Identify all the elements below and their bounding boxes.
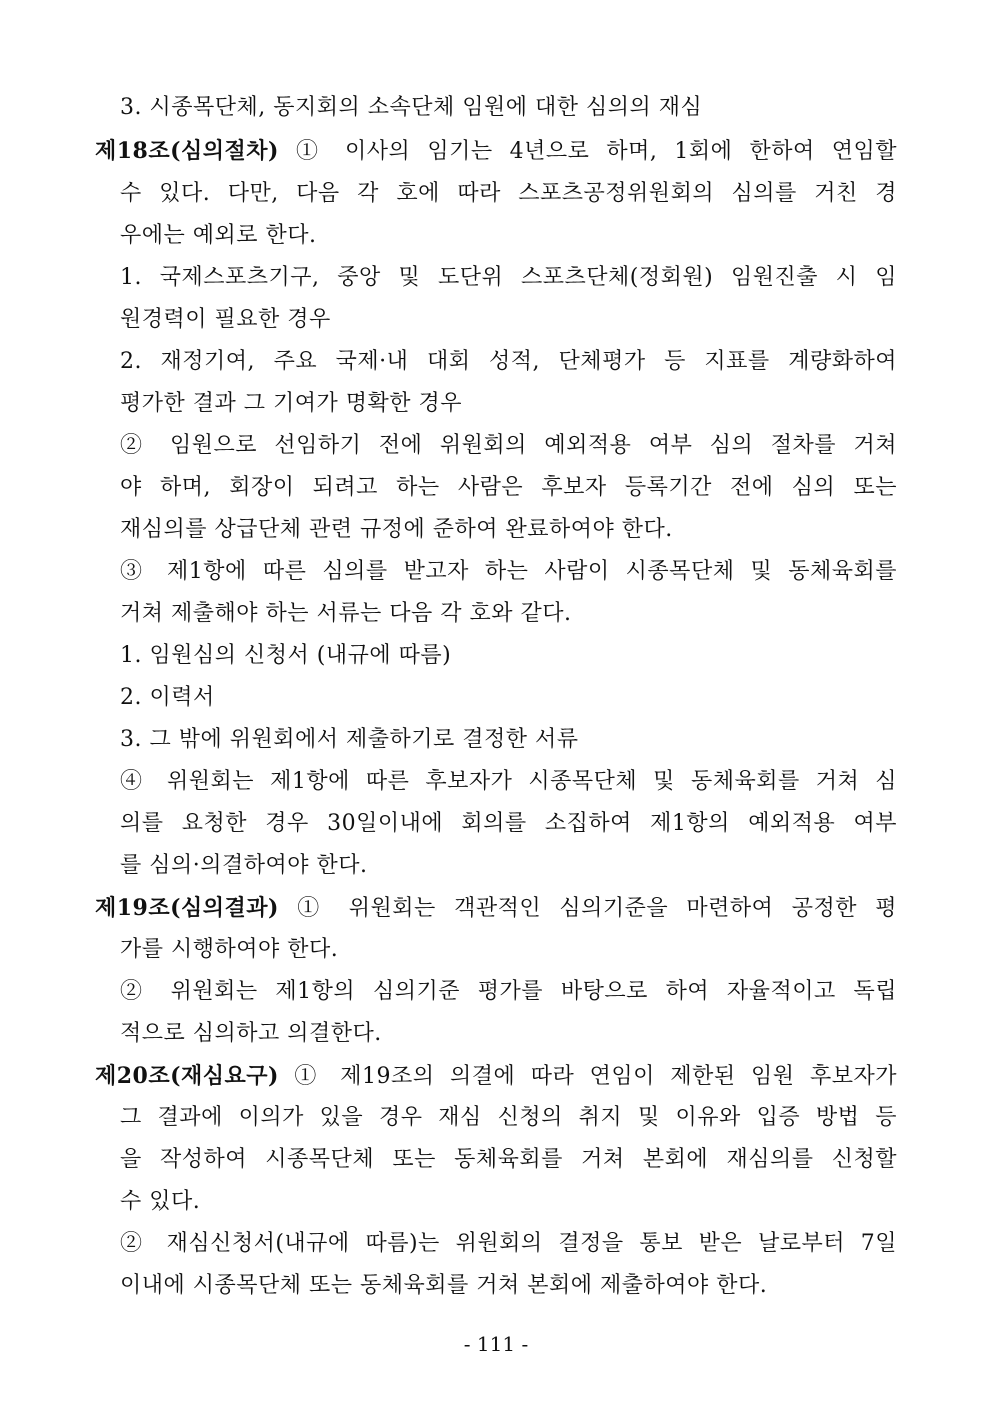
text-line: ② 임원으로 선임하기 전에 위원회의 예외적용 여부 심의 절차를 거쳐 bbox=[120, 433, 897, 458]
text-line: 3. 시종목단체, 동지회의 소속단체 임원에 대한 심의의 재심 bbox=[120, 95, 703, 120]
text-line: 야 하며, 회장이 되려고 하는 사람은 후보자 등록기간 전에 심의 또는 bbox=[120, 475, 897, 500]
article-18-line bbox=[95, 136, 897, 167]
article-18-heading: 제18조(심의절차) bbox=[95, 138, 279, 164]
text-line: 원경력이 필요한 경우 bbox=[120, 307, 331, 332]
text-line: 거쳐 제출해야 하는 서류는 다음 각 호와 같다. bbox=[120, 601, 572, 626]
text-line: ② 위원회는 제1항의 심의기준 평가를 바탕으로 하여 자율적이고 독립 bbox=[120, 979, 897, 1004]
text-line: 을 작성하여 시종목단체 또는 동체육회를 거쳐 본회에 재심의를 신청할 bbox=[120, 1147, 897, 1172]
text-line: 이내에 시종목단체 또는 동체육회를 거쳐 본회에 제출하여야 한다. bbox=[120, 1273, 768, 1298]
page-number: - 111 - bbox=[463, 1332, 529, 1356]
text-line: ③ 제1항에 따른 심의를 받고자 하는 사람이 시종목단체 및 동체육회를 bbox=[120, 559, 897, 584]
text-line: 3. 그 밖에 위원회에서 제출하기로 결정한 서류 bbox=[120, 727, 579, 752]
text-line: 1. 임원심의 신청서 (내규에 따름) bbox=[120, 643, 452, 668]
text-line: ④ 위원회는 제1항에 따른 후보자가 시종목단체 및 동체육회를 거쳐 심 bbox=[120, 769, 897, 794]
text-line: 2. 이력서 bbox=[120, 685, 215, 710]
text-line: 우에는 예외로 한다. bbox=[120, 223, 317, 248]
text-line: 수 있다. 다만, 다음 각 호에 따라 스포츠공정위원회의 심의를 거친 경 bbox=[120, 181, 897, 206]
text-line: 재심의를 상급단체 관련 규정에 준하여 완료하여야 한다. bbox=[120, 517, 673, 542]
text-span: ① 이사의 임기는 4년으로 하며, 1회에 한하여 연임할 bbox=[278, 139, 897, 164]
text-line: 그 결과에 이의가 있을 경우 재심 신청의 취지 및 이유와 입증 방법 등 bbox=[120, 1105, 897, 1130]
text-line: 2. 재정기여, 주요 국제·내 대회 성적, 단체평가 등 지표를 계량화하여 bbox=[120, 349, 897, 374]
text-line: ② 재심신청서(내규에 따름)는 위원회의 결정을 통보 받은 날로부터 7일 bbox=[120, 1231, 897, 1256]
text-line: 가를 시행하여야 한다. bbox=[120, 937, 339, 962]
text-span: ① 제19조의 의결에 따라 연임이 제한된 임원 후보자가 bbox=[278, 1064, 897, 1089]
article-20-heading: 제20조(재심요구) bbox=[95, 1063, 279, 1089]
text-line: 1. 국제스포츠기구, 중앙 및 도단위 스포츠단체(정회원) 임원진출 시 임 bbox=[120, 265, 897, 290]
text-line: 평가한 결과 그 기여가 명확한 경우 bbox=[120, 391, 462, 416]
text-span: ① 위원회는 객관적인 심의기준을 마련하여 공정한 평 bbox=[278, 896, 897, 921]
text-line: 수 있다. bbox=[120, 1189, 201, 1214]
article-20-line bbox=[95, 1061, 897, 1092]
text-line: 를 심의·의결하여야 한다. bbox=[120, 853, 368, 878]
text-line: 의를 요청한 경우 30일이내에 회의를 소집하여 제1항의 예외적용 여부 bbox=[120, 811, 897, 836]
article-19-heading: 제19조(심의결과) bbox=[95, 895, 279, 921]
text-line: 적으로 심의하고 의결한다. bbox=[120, 1021, 382, 1046]
article-19-line bbox=[95, 893, 897, 924]
